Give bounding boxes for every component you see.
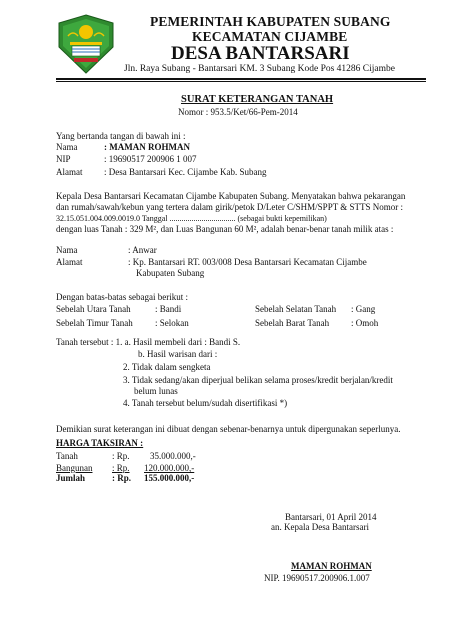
- closing-text: Demikian surat keterangan ini dibuat dengan sebenar-benarnya untuk dipergunakan seperlunya.: [56, 424, 401, 434]
- border-west-value: : Omoh: [351, 318, 379, 328]
- border-north-value: : Bandi: [155, 304, 182, 314]
- signature-name: MAMAN ROHMAN: [291, 561, 372, 571]
- intro-text: Yang bertanda tangan di bawah ini :: [56, 131, 186, 141]
- statement-line-4: dengan luas Tanah : 329 M², dan Luas Bangunan 60 M², adalah benar-benar tanah milik atas :: [56, 224, 394, 234]
- document-number: Nomor : 953.5/Ket/66-Pem-2014: [178, 107, 298, 117]
- statement-line-3: 32.15.051.004.009.0019.0 Tanggal ................................. (sebagai bukti kepemilikan): [56, 214, 327, 223]
- header-address: Jln. Raya Subang - Bantarsari KM. 3 Subang Kode Pos 41286 Cijambe: [124, 64, 395, 74]
- price-land-value: 35.000.000,-: [150, 451, 196, 461]
- price-building-value: 120.000.000,-: [144, 463, 195, 473]
- land-status-b: b. Hasil warisan dari :: [138, 349, 218, 359]
- owner-name-label: Nama: [56, 245, 78, 255]
- statement-line-2: dan rumah/sawah/kebun yang tertera dalam girik/petok D/Leter C/SHM/SPPT & STTS Nomor :: [56, 202, 404, 212]
- price-heading: HARGA TAKSIRAN :: [56, 438, 144, 448]
- land-status-2: 2. Tidak dalam sengketa: [123, 362, 211, 372]
- signer-nip-value: : 19690517 200906 1 007: [104, 154, 197, 164]
- signature-nip: NIP. 19690517.200906.1.007: [264, 573, 370, 583]
- border-west-label: Sebelah Barat Tanah: [255, 318, 330, 328]
- owner-address-value-2: Kabupaten Subang: [136, 268, 205, 278]
- document-title: SURAT KETERANGAN TANAH: [181, 94, 334, 105]
- signature-place-date: Bantarsari, 01 April 2014: [285, 512, 377, 522]
- land-status-4: 4. Tanah tersebut belum/sudah disertifikasi *): [123, 398, 288, 408]
- header-government: PEMERINTAH KABUPATEN SUBANG: [150, 14, 391, 29]
- statement-line-1: Kepala Desa Bantarsari Kecamatan Cijambe Kabupaten Subang. Menyatakan bahwa pekarangan: [56, 191, 406, 201]
- land-status-3b: belum lunas: [134, 386, 178, 396]
- signer-nip-label: NIP: [56, 154, 71, 164]
- borders-intro: Dengan batas-batas sebagai berikut :: [56, 292, 188, 302]
- owner-address-label: Alamat: [56, 257, 83, 267]
- price-land-rp: : Rp.: [112, 451, 130, 461]
- price-building-label: Bangunan: [56, 463, 93, 473]
- header-rule-thick: [56, 78, 426, 80]
- price-total-label: Jumlah: [56, 473, 86, 483]
- header-district: KECAMATAN CIJAMBE: [192, 29, 348, 44]
- signer-name-label: Nama: [56, 142, 78, 152]
- signature-role: an. Kepala Desa Bantarsari: [271, 522, 369, 532]
- border-south-label: Sebelah Selatan Tanah: [255, 304, 337, 314]
- land-status-lead: Tanah tersebut : 1. a. Hasil membeli dari : Bandi S.: [56, 337, 241, 347]
- border-south-value: : Gang: [351, 304, 376, 314]
- border-east-value: : Selokan: [155, 318, 189, 328]
- signer-name-value: : MAMAN ROHMAN: [104, 142, 190, 152]
- border-east-label: Sebelah Timur Tanah: [56, 318, 133, 328]
- price-total-value: 155.000.000,-: [144, 473, 195, 483]
- price-total-rp: : Rp.: [112, 473, 132, 483]
- signer-address-value: : Desa Bantarsari Kec. Cijambe Kab. Subang: [104, 167, 267, 177]
- owner-address-value-1: : Kp. Bantarsari RT. 003/008 Desa Bantarsari Kecamatan Cijambe: [128, 257, 367, 267]
- owner-name-value: : Anwar: [128, 245, 157, 255]
- land-status-3a: 3. Tidak sedang/akan diperjual belikan selama proses/kredit berjalan/kredit: [123, 375, 393, 385]
- regency-logo: [56, 14, 116, 74]
- price-land-label: Tanah: [56, 451, 78, 461]
- header-village: DESA BANTARSARI: [171, 43, 350, 64]
- signer-address-label: Alamat: [56, 167, 83, 177]
- price-building-rp: : Rp.: [112, 463, 130, 473]
- header-rule-thin: [56, 81, 426, 82]
- border-north-label: Sebelah Utara Tanah: [56, 304, 131, 314]
